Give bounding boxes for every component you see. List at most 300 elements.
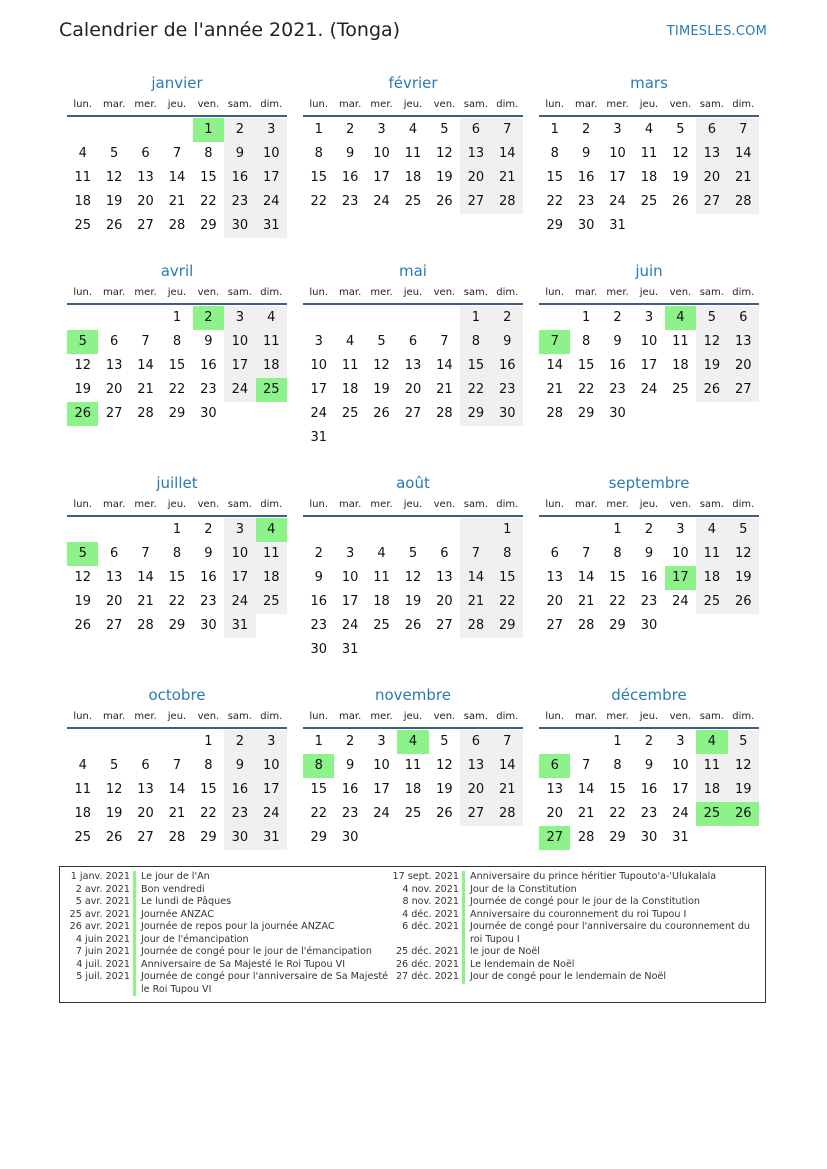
weekday-header	[303, 495, 523, 517]
day-cell: 27	[539, 826, 570, 850]
day-cell: 17	[672, 782, 689, 797]
weekday-label: mer.	[606, 499, 629, 510]
day-cell: 6	[141, 146, 150, 161]
legend-holiday-name: Jour de l'émancipation	[133, 934, 392, 947]
day-cell: 13	[137, 782, 154, 797]
day-cell: 14	[460, 566, 491, 590]
day-cell: 23	[224, 190, 255, 214]
day-cell: 24	[672, 806, 689, 821]
day-cell: 22	[609, 594, 626, 609]
empty-cell	[98, 306, 129, 330]
weekday-label: sam.	[227, 99, 252, 110]
days-grid	[67, 730, 287, 850]
day-cell: 15	[609, 570, 626, 585]
day-cell: 6	[550, 546, 559, 561]
empty-cell	[67, 306, 98, 330]
day-cell: 30	[609, 406, 626, 421]
day-cell: 11	[74, 170, 91, 185]
weekday-label: lun.	[73, 99, 93, 110]
day-cell: 19	[373, 382, 390, 397]
weekday-label: lun.	[545, 499, 565, 510]
day-cell: 3	[676, 734, 685, 749]
day-cell: 9	[204, 334, 213, 349]
day-cell: 19	[436, 170, 453, 185]
day-cell: 11	[256, 542, 287, 566]
day-cell: 22	[492, 590, 523, 614]
day-cell: 26	[74, 618, 91, 633]
day-cell: 7	[440, 334, 449, 349]
empty-cell	[728, 614, 759, 638]
day-cell: 3	[676, 522, 685, 537]
weekday-label: mar.	[339, 499, 362, 510]
month-march	[539, 71, 759, 238]
empty-cell	[460, 826, 491, 850]
day-cell: 23	[609, 382, 626, 397]
legend-date: 4 déc. 2021	[402, 908, 459, 920]
day-cell: 9	[613, 334, 622, 349]
day-cell: 4	[696, 730, 727, 754]
day-cell: 17	[341, 594, 359, 609]
weekday-header	[67, 495, 287, 517]
day-cell: 16	[224, 166, 255, 190]
day-cell: 5	[67, 542, 98, 566]
empty-cell	[492, 826, 523, 850]
legend-holiday-name: Le jour de l'An	[133, 871, 392, 884]
day-cell: 6	[109, 546, 119, 561]
day-cell: 22	[168, 382, 186, 397]
weekday-label: jeu.	[167, 287, 187, 298]
day-cell: 15	[310, 782, 327, 797]
day-cell: 24	[373, 806, 390, 821]
legend-item	[391, 921, 761, 946]
legend-date: 5 avr. 2021	[75, 896, 130, 907]
weekday-label: mer.	[134, 499, 157, 510]
day-cell: 7	[492, 118, 523, 142]
day-cell: 12	[404, 570, 422, 585]
day-cell: 18	[256, 566, 287, 590]
month-name: février	[388, 74, 438, 92]
day-cell: 7	[172, 758, 182, 773]
weekday-header	[303, 707, 523, 729]
day-cell: 11	[404, 146, 422, 161]
day-cell: 15	[168, 570, 186, 585]
day-cell: 7	[539, 330, 570, 354]
weekday-label: dim.	[496, 287, 519, 298]
day-cell: 17	[256, 778, 287, 802]
day-cell: 21	[546, 382, 563, 397]
weekday-label: dim.	[732, 499, 755, 510]
day-cell: 7	[581, 758, 591, 773]
day-cell: 25	[373, 618, 390, 633]
day-cell: 5	[440, 734, 449, 749]
day-cell: 30	[200, 406, 217, 421]
day-cell: 22	[200, 806, 217, 821]
day-cell: 28	[546, 406, 563, 421]
day-cell: 22	[546, 194, 563, 209]
days-grid	[539, 518, 759, 638]
weekday-label: sam.	[463, 287, 488, 298]
day-cell: 11	[672, 334, 689, 349]
empty-cell	[397, 826, 428, 850]
site-link[interactable]: TIMESLES.COM	[666, 24, 767, 39]
legend-holiday-name: Jour de congé pour le lendemain de Noël	[462, 971, 761, 984]
empty-cell	[130, 730, 161, 754]
day-cell: 14	[492, 754, 523, 778]
day-cell: 17	[640, 358, 658, 373]
legend-date: 25 déc. 2021	[395, 946, 459, 957]
day-cell: 27	[436, 618, 453, 633]
day-cell: 9	[581, 146, 591, 161]
day-cell: 21	[577, 806, 595, 821]
empty-cell	[366, 638, 397, 662]
legend-holiday-name: Journée de congé pour l'anniversaire de Sa Majesté le Roi Tupou VI	[133, 971, 392, 996]
weekday-header	[539, 95, 759, 117]
day-cell: 19	[696, 354, 727, 378]
day-cell: 22	[310, 806, 327, 821]
day-cell: 23	[492, 378, 523, 402]
empty-cell	[633, 214, 664, 238]
day-cell: 3	[256, 118, 287, 142]
day-cell: 2	[224, 730, 255, 754]
day-cell: 7	[581, 546, 591, 561]
legend-date: 4 juil. 2021	[76, 958, 130, 970]
empty-cell	[67, 518, 98, 542]
day-cell: 27	[105, 406, 123, 421]
day-cell: 12	[373, 358, 390, 373]
day-cell: 8	[314, 146, 323, 161]
empty-cell	[728, 214, 759, 238]
day-cell: 31	[672, 830, 689, 845]
legend-holiday-name: Anniversaire de Sa Majesté le Roi Tupou VI	[133, 959, 392, 972]
day-cell: 13	[728, 330, 759, 354]
month-december	[539, 683, 759, 850]
day-cell: 20	[404, 382, 422, 397]
weekday-label: jeu.	[639, 711, 659, 722]
day-cell: 4	[665, 306, 696, 330]
empty-cell	[492, 426, 523, 450]
empty-cell	[98, 730, 129, 754]
day-cell: 20	[546, 594, 563, 609]
empty-cell	[460, 426, 491, 450]
day-cell: 15	[168, 358, 186, 373]
day-cell: 15	[492, 566, 523, 590]
day-cell: 30	[200, 618, 217, 633]
empty-cell	[397, 426, 428, 450]
day-cell: 5	[377, 334, 386, 349]
day-cell: 11	[256, 330, 287, 354]
day-cell: 6	[141, 758, 150, 773]
day-cell: 10	[640, 334, 658, 349]
month-name: décembre	[611, 686, 687, 704]
day-cell: 3	[345, 546, 355, 561]
day-cell: 25	[74, 218, 91, 233]
day-cell: 24	[341, 618, 359, 633]
day-cell: 16	[200, 570, 217, 585]
day-cell: 20	[546, 806, 563, 821]
day-cell: 24	[310, 406, 327, 421]
day-cell: 21	[137, 382, 154, 397]
empty-cell	[130, 306, 161, 330]
day-cell: 30	[492, 402, 523, 426]
weekday-label: sam.	[227, 287, 252, 298]
day-cell: 13	[404, 358, 422, 373]
day-cell: 18	[404, 782, 422, 797]
weekday-label: mar.	[103, 711, 126, 722]
weekday-label: ven.	[433, 499, 456, 510]
days-grid	[303, 306, 523, 450]
day-cell: 1	[460, 306, 491, 330]
day-cell: 8	[550, 146, 559, 161]
day-cell: 2	[492, 306, 523, 330]
day-cell: 21	[492, 778, 523, 802]
day-cell: 30	[224, 826, 255, 850]
day-cell: 27	[460, 802, 491, 826]
day-cell: 31	[609, 218, 626, 233]
weekday-label: dim.	[732, 287, 755, 298]
weekday-header	[539, 707, 759, 729]
empty-cell	[633, 402, 664, 426]
day-cell: 23	[200, 594, 217, 609]
day-cell: 8	[492, 542, 523, 566]
weekday-label: ven.	[669, 499, 692, 510]
weekday-label: dim.	[260, 99, 283, 110]
legend-date: 2 avr. 2021	[75, 883, 130, 895]
day-cell: 27	[696, 190, 727, 214]
day-cell: 20	[696, 166, 727, 190]
day-cell: 29	[492, 614, 523, 638]
page-title: Calendrier de l'année 2021. (Tonga)	[59, 19, 401, 41]
day-cell: 9	[204, 546, 213, 561]
day-cell: 3	[224, 518, 255, 542]
empty-cell	[366, 518, 397, 542]
weekday-header	[539, 283, 759, 305]
day-cell: 17	[224, 354, 255, 378]
day-cell: 26	[404, 618, 422, 633]
day-cell: 30	[640, 830, 658, 845]
weekday-label: dim.	[496, 711, 519, 722]
day-cell: 26	[696, 378, 727, 402]
day-cell: 19	[74, 594, 91, 609]
day-cell: 27	[728, 378, 759, 402]
legend-holiday-name: Anniversaire du couronnement du roi Tupou I	[462, 909, 761, 922]
day-cell: 10	[256, 754, 287, 778]
day-cell: 20	[105, 382, 123, 397]
month-name: mars	[630, 74, 668, 92]
day-cell: 18	[696, 778, 727, 802]
day-cell: 11	[640, 146, 658, 161]
weekday-label: ven.	[197, 99, 220, 110]
day-cell: 16	[640, 570, 658, 585]
day-cell: 23	[200, 382, 217, 397]
day-cell: 24	[224, 378, 255, 402]
weekday-label: dim.	[732, 99, 755, 110]
weekday-label: mer.	[606, 99, 629, 110]
weekday-label: lun.	[545, 99, 565, 110]
empty-cell	[303, 306, 334, 330]
weekday-label: mer.	[370, 711, 393, 722]
day-cell: 31	[224, 614, 255, 638]
day-cell: 13	[105, 570, 123, 585]
weekday-label: sam.	[463, 99, 488, 110]
day-cell: 25	[404, 806, 422, 821]
empty-cell	[492, 638, 523, 662]
empty-cell	[728, 402, 759, 426]
day-cell: 7	[492, 730, 523, 754]
day-cell: 2	[581, 122, 591, 137]
day-cell: 18	[373, 594, 390, 609]
day-cell: 9	[492, 330, 523, 354]
weekday-label: sam.	[463, 711, 488, 722]
day-cell: 20	[728, 354, 759, 378]
day-cell: 9	[224, 142, 255, 166]
legend-holiday-name: Journée ANZAC	[133, 909, 392, 922]
day-cell: 20	[105, 594, 123, 609]
day-cell: 5	[728, 518, 759, 542]
day-cell: 29	[168, 618, 186, 633]
empty-cell	[460, 638, 491, 662]
empty-cell	[130, 118, 161, 142]
empty-cell	[334, 518, 365, 542]
day-cell: 14	[168, 170, 186, 185]
day-cell: 23	[341, 194, 359, 209]
day-cell: 13	[460, 754, 491, 778]
day-cell: 18	[640, 170, 658, 185]
empty-cell	[665, 214, 696, 238]
day-cell: 7	[141, 546, 150, 561]
weekday-label: jeu.	[167, 499, 187, 510]
day-cell: 30	[224, 214, 255, 238]
weekday-label: mar.	[575, 287, 598, 298]
month-april	[67, 259, 287, 426]
day-cell: 22	[200, 194, 217, 209]
empty-cell	[429, 426, 460, 450]
day-cell: 17	[310, 382, 327, 397]
weekday-label: dim.	[260, 287, 283, 298]
day-cell: 24	[373, 194, 390, 209]
weekday-label: sam.	[699, 711, 724, 722]
day-cell: 26	[728, 802, 759, 826]
day-cell: 14	[577, 570, 595, 585]
day-cell: 12	[74, 358, 91, 373]
day-cell: 21	[492, 166, 523, 190]
day-cell: 18	[672, 358, 689, 373]
empty-cell	[98, 118, 129, 142]
day-cell: 24	[224, 590, 255, 614]
day-cell: 15	[577, 358, 595, 373]
month-name: juin	[635, 262, 663, 280]
month-october	[67, 683, 287, 850]
days-grid	[539, 306, 759, 426]
weekday-label: dim.	[260, 499, 283, 510]
day-cell: 30	[310, 642, 327, 657]
day-cell: 8	[204, 758, 213, 773]
legend-holiday-name: Anniversaire du prince héritier Tupouto'a-'Ulukalala	[462, 871, 761, 884]
day-cell: 5	[109, 758, 119, 773]
day-cell: 8	[613, 758, 622, 773]
day-cell: 19	[105, 194, 123, 209]
day-cell: 1	[492, 518, 523, 542]
day-cell: 1	[314, 734, 323, 749]
day-cell: 23	[577, 194, 595, 209]
day-cell: 12	[436, 146, 453, 161]
empty-cell	[539, 730, 570, 754]
day-cell: 25	[74, 830, 91, 845]
day-cell: 27	[137, 218, 154, 233]
legend-holiday-name: Le lundi de Pâques	[133, 896, 392, 909]
day-cell: 12	[74, 570, 91, 585]
weekday-header	[539, 495, 759, 517]
day-cell: 10	[224, 542, 255, 566]
day-cell: 3	[224, 306, 255, 330]
day-cell: 16	[200, 358, 217, 373]
day-cell: 9	[314, 570, 323, 585]
day-cell: 17	[373, 782, 390, 797]
legend-date: 6 déc. 2021	[402, 921, 459, 932]
day-cell: 15	[310, 170, 327, 185]
day-cell: 28	[168, 830, 186, 845]
days-grid	[303, 518, 523, 662]
weekday-header	[67, 707, 287, 729]
legend-item	[62, 896, 392, 909]
day-cell: 22	[577, 382, 595, 397]
day-cell: 25	[696, 590, 727, 614]
day-cell: 5	[408, 546, 418, 561]
day-cell: 3	[256, 730, 287, 754]
day-cell: 23	[310, 618, 327, 633]
day-cell: 16	[341, 170, 359, 185]
day-cell: 1	[314, 122, 323, 137]
legend-holiday-name: Le lendemain de Noël	[462, 959, 761, 972]
days-grid	[539, 118, 759, 238]
legend-date: 8 nov. 2021	[402, 896, 459, 907]
day-cell: 5	[440, 122, 449, 137]
day-cell: 29	[168, 406, 186, 421]
empty-cell	[570, 518, 601, 542]
day-cell: 7	[728, 118, 759, 142]
days-grid	[303, 730, 523, 850]
day-cell: 16	[609, 358, 626, 373]
legend-column-right	[391, 871, 761, 984]
day-cell: 6	[109, 334, 119, 349]
day-cell: 1	[581, 310, 591, 325]
empty-cell	[429, 638, 460, 662]
day-cell: 1	[550, 122, 559, 137]
legend-item	[391, 896, 761, 909]
weekday-label: lun.	[545, 711, 565, 722]
day-cell: 2	[224, 118, 255, 142]
weekday-label: jeu.	[403, 99, 423, 110]
empty-cell	[696, 614, 727, 638]
day-cell: 28	[577, 830, 595, 845]
legend-item	[391, 871, 761, 884]
weekday-label: sam.	[463, 499, 488, 510]
weekday-label: mar.	[339, 711, 362, 722]
weekday-label: jeu.	[639, 499, 659, 510]
day-cell: 3	[377, 122, 386, 137]
weekday-label: mar.	[103, 99, 126, 110]
day-cell: 28	[492, 802, 523, 826]
day-cell: 25	[256, 378, 287, 402]
days-grid	[67, 306, 287, 426]
day-cell: 8	[460, 330, 491, 354]
legend-item	[391, 946, 761, 959]
legend-date: 25 avr. 2021	[69, 908, 130, 920]
day-cell: 22	[609, 806, 626, 821]
day-cell: 31	[256, 826, 287, 850]
day-cell: 3	[314, 334, 323, 349]
weekday-label: mar.	[103, 287, 126, 298]
empty-cell	[460, 518, 491, 542]
